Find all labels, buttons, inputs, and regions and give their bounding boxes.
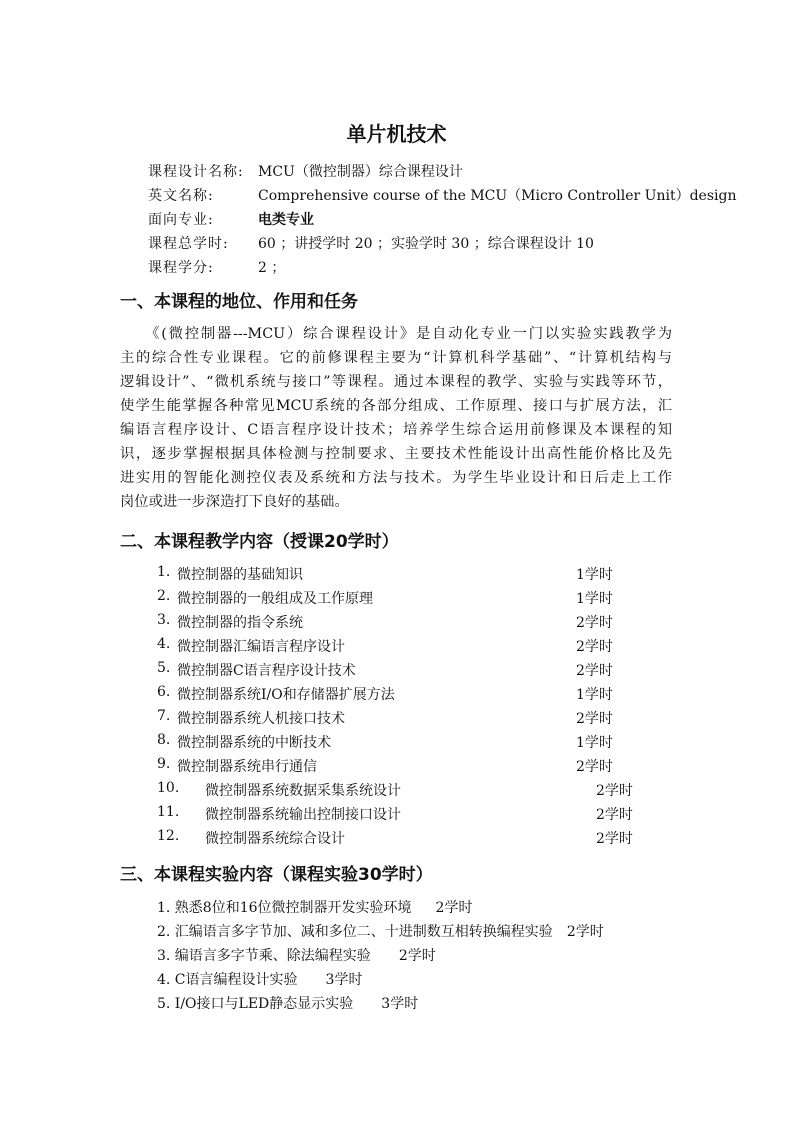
- paragraph-line: 逻辑设计”、“微机系统与接口”等课程。通过本课程的教学、实验与实践等环节，: [120, 374, 672, 390]
- item-hours: 1学时: [576, 687, 613, 703]
- experiment-item: [157, 993, 418, 1013]
- item-number: 5.: [157, 660, 171, 676]
- paragraph-line: 岗位或进一步深造打下良好的基础。: [120, 494, 349, 510]
- document-title: 单片机技术: [346, 122, 447, 146]
- experiment-hours: 3学时: [381, 996, 419, 1012]
- experiment-item: [157, 921, 604, 941]
- item-hours: 2学时: [576, 711, 613, 727]
- paragraph-line: 进实用的智能化测控仪表及系统和方法与技术。为学生毕业设计和日后走上工作: [120, 470, 672, 486]
- item-title: 微控制器的一般组成及工作原理: [177, 591, 373, 607]
- item-number: 1.: [157, 564, 171, 580]
- item-title: 微控制器系统数据采集系统设计: [205, 783, 401, 799]
- course-info-label: 英文名称:: [148, 188, 214, 204]
- course-info-label: 课程设计名称:: [148, 164, 244, 180]
- experiment-hours: 2学时: [566, 924, 604, 940]
- section-3-heading: 三、本课程实验内容（课程实验30学时）: [120, 865, 433, 885]
- item-number: 4.: [157, 636, 171, 652]
- item-title: 微控制器系统综合设计: [205, 831, 345, 847]
- section-2-heading: 二、本课程教学内容（授课20学时）: [120, 532, 399, 552]
- item-title: 微控制器系统串行通信: [177, 759, 317, 775]
- experiment-title: 2. 汇编语言多字节加、减和多位二、十进制数互相转换编程实验: [157, 924, 553, 940]
- course-info-label: 面向专业:: [148, 212, 214, 228]
- section-1-paragraph: [120, 322, 672, 514]
- paragraph-line: 《(微控制器---MCU）综合课程设计》是自动化专业一门以实验实践教学为: [120, 326, 672, 342]
- item-number: 9.: [157, 756, 171, 772]
- item-hours: 2学时: [596, 783, 633, 799]
- item-hours: 1学时: [576, 591, 613, 607]
- item-hours: 2学时: [576, 759, 613, 775]
- course-info-value: 电类专业: [258, 212, 314, 228]
- experiment-title: 1. 熟悉8位和16位微控制器开发实验环境: [157, 900, 412, 916]
- item-title: 微控制器汇编语言程序设计: [177, 639, 345, 655]
- item-title: 微控制器的基础知识: [177, 567, 303, 583]
- paragraph-line: 编语言程序设计、C语言程序设计技术；培养学生综合运用前修课及本课程的知: [120, 422, 672, 438]
- item-number: 7.: [157, 708, 171, 724]
- experiment-item: [157, 945, 436, 965]
- experiment-title: 5. I/O接口与LED静态显示实验: [157, 996, 354, 1012]
- item-number: 3.: [157, 612, 171, 628]
- item-number: 6.: [157, 684, 171, 700]
- paragraph-line: 使学生能掌握各种常见MCU系统的各部分组成、工作原理、接口与扩展方法，汇: [120, 398, 672, 414]
- item-hours: 1学时: [576, 567, 613, 583]
- item-title: 微控制器的指令系统: [177, 615, 303, 631]
- item-number: 12.: [157, 828, 180, 844]
- section-1-heading: 一、本课程的地位、作用和任务: [120, 292, 358, 312]
- experiment-item: [157, 969, 362, 989]
- item-title: 微控制器系统输出控制接口设计: [205, 807, 401, 823]
- course-info-value: 60 ；讲授学时 20 ；实验学时 30 ；综合课程设计 10: [258, 236, 594, 252]
- item-hours: 2学时: [576, 663, 613, 679]
- item-hours: 2学时: [576, 615, 613, 631]
- course-info-value: MCU（微控制器）综合课程设计: [258, 164, 463, 180]
- item-title: 微控制器系统人机接口技术: [177, 711, 345, 727]
- item-title: 微控制器系统I/O和存储器扩展方法: [177, 687, 395, 703]
- item-number: 8.: [157, 732, 171, 748]
- course-info-label: 课程总学时:: [148, 236, 229, 252]
- item-hours: 1学时: [576, 735, 613, 751]
- item-hours: 2学时: [576, 639, 613, 655]
- item-title: 微控制器C语言程序设计技术: [177, 663, 356, 679]
- item-title: 微控制器系统的中断技术: [177, 735, 331, 751]
- item-number: 11.: [157, 804, 180, 820]
- item-hours: 2学时: [596, 831, 633, 847]
- paragraph-line: 主的综合性专业课程。它的前修课程主要为“计算机科学基础”、“计算机结构与: [120, 350, 672, 366]
- course-info-value: Comprehensive course of the MCU（Micro Controller Unit）design: [258, 188, 737, 204]
- experiment-title: 3. 编语言多字节乘、除法编程实验: [157, 948, 371, 964]
- paragraph-line: 识，逐步掌握根据具体检测与控制要求、主要技术性能设计出高性能价格比及先: [120, 446, 672, 462]
- item-number: 2.: [157, 588, 171, 604]
- course-info-value: 2 ；: [258, 260, 286, 276]
- experiment-hours: 2学时: [398, 948, 436, 964]
- experiment-item: [157, 897, 472, 917]
- item-hours: 2学时: [596, 807, 633, 823]
- item-number: 10.: [157, 780, 180, 796]
- experiment-hours: 3学时: [325, 972, 363, 988]
- experiment-title: 4. C语言编程设计实验: [157, 972, 298, 988]
- experiment-hours: 2学时: [435, 900, 473, 916]
- course-info-label: 课程学分:: [148, 260, 214, 276]
